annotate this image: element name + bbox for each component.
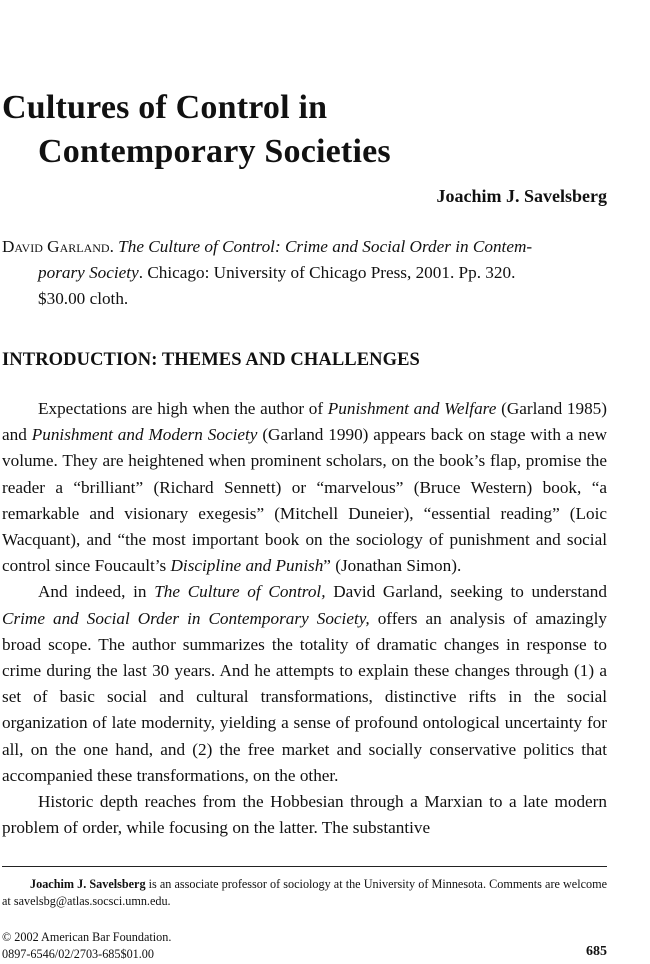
title-line-2: Contemporary Societies: [38, 133, 391, 170]
issn-line: 0897-6546/02/2703-685$01.00: [2, 947, 154, 961]
book-citation: David Garland. The Culture of Control: Crime and Social Order in Contem- porary Society. Chicago: University of Chicago Press, 2001. Pp. 320. $30.00 cloth.: [2, 234, 607, 312]
article-body: [2, 396, 607, 841]
copyright-block: [2, 929, 171, 963]
copyright-line: © 2002 American Bar Foundation.: [2, 930, 172, 944]
citation-author: David Garland: [2, 237, 110, 256]
page-number: 685: [586, 944, 607, 959]
paragraph-1: Expectations are high when the author of Punishment and Welfare (Garland 1985) and Punishment and Modern Society (Garland 1990) appears back on stage with a new volume. They are heightened when prominent scholars, on the book’s flap, promise the reader a “brilliant” (Richard Sennett) or “marvelous” (Bruce Western) book, “a remarkable and visionary exegesis” (Mitchell Duneier), “essential reading” (Loic Wacquant), and “the most important book on the sociology of punishment and social control since Foucault’s Discipline and Punish” (Jonathan Simon).: [2, 399, 607, 576]
paragraph-2: And indeed, in The Culture of Control, David Garland, seeking to understand Crime and Social Order in Contemporary Society, offers an analysis of amazingly broad scope. The author summarizes the totality of dramatic changes in response to crime during the last 30 years. And he attempts to explain these changes through (1) a set of basic social and cultural transformations, distinctive rifts in the social organization of late modernity, yielding a sense of profound ontological uncertainty for all, on the one hand, and (2) the free market and socially conservative politics that accompanied these transformations, on the other.: [2, 582, 607, 785]
title-line-1: Cultures of Control in: [2, 89, 328, 126]
citation-book-title-cont: porary Society: [38, 263, 139, 282]
footnote-divider: [2, 866, 607, 867]
citation-price: $30.00 cloth.: [38, 289, 129, 308]
citation-book-title: The Culture of Control: Crime and Social Order in Contem-: [118, 237, 533, 256]
author-footnote: [2, 876, 607, 910]
footnote-text: is an associate professor of sociology at the University of Minnesota. Comments are welcome at savelsbg@atlas.socsci.umn.edu.: [2, 877, 607, 908]
citation-publisher: . Chicago: University of Chicago Press, 2001. Pp. 320.: [138, 263, 516, 282]
author-name: Joachim J. Savelsberg: [436, 186, 607, 206]
article-title: [2, 86, 391, 174]
footnote-author: Joachim J. Savelsberg: [30, 877, 146, 891]
section-heading: INTRODUCTION: THEMES AND CHALLENGES: [2, 350, 420, 370]
paragraph-3: Historic depth reaches from the Hobbesian through a Marxian to a late modern problem of order, while focusing on the latter. The substantive: [2, 792, 607, 838]
